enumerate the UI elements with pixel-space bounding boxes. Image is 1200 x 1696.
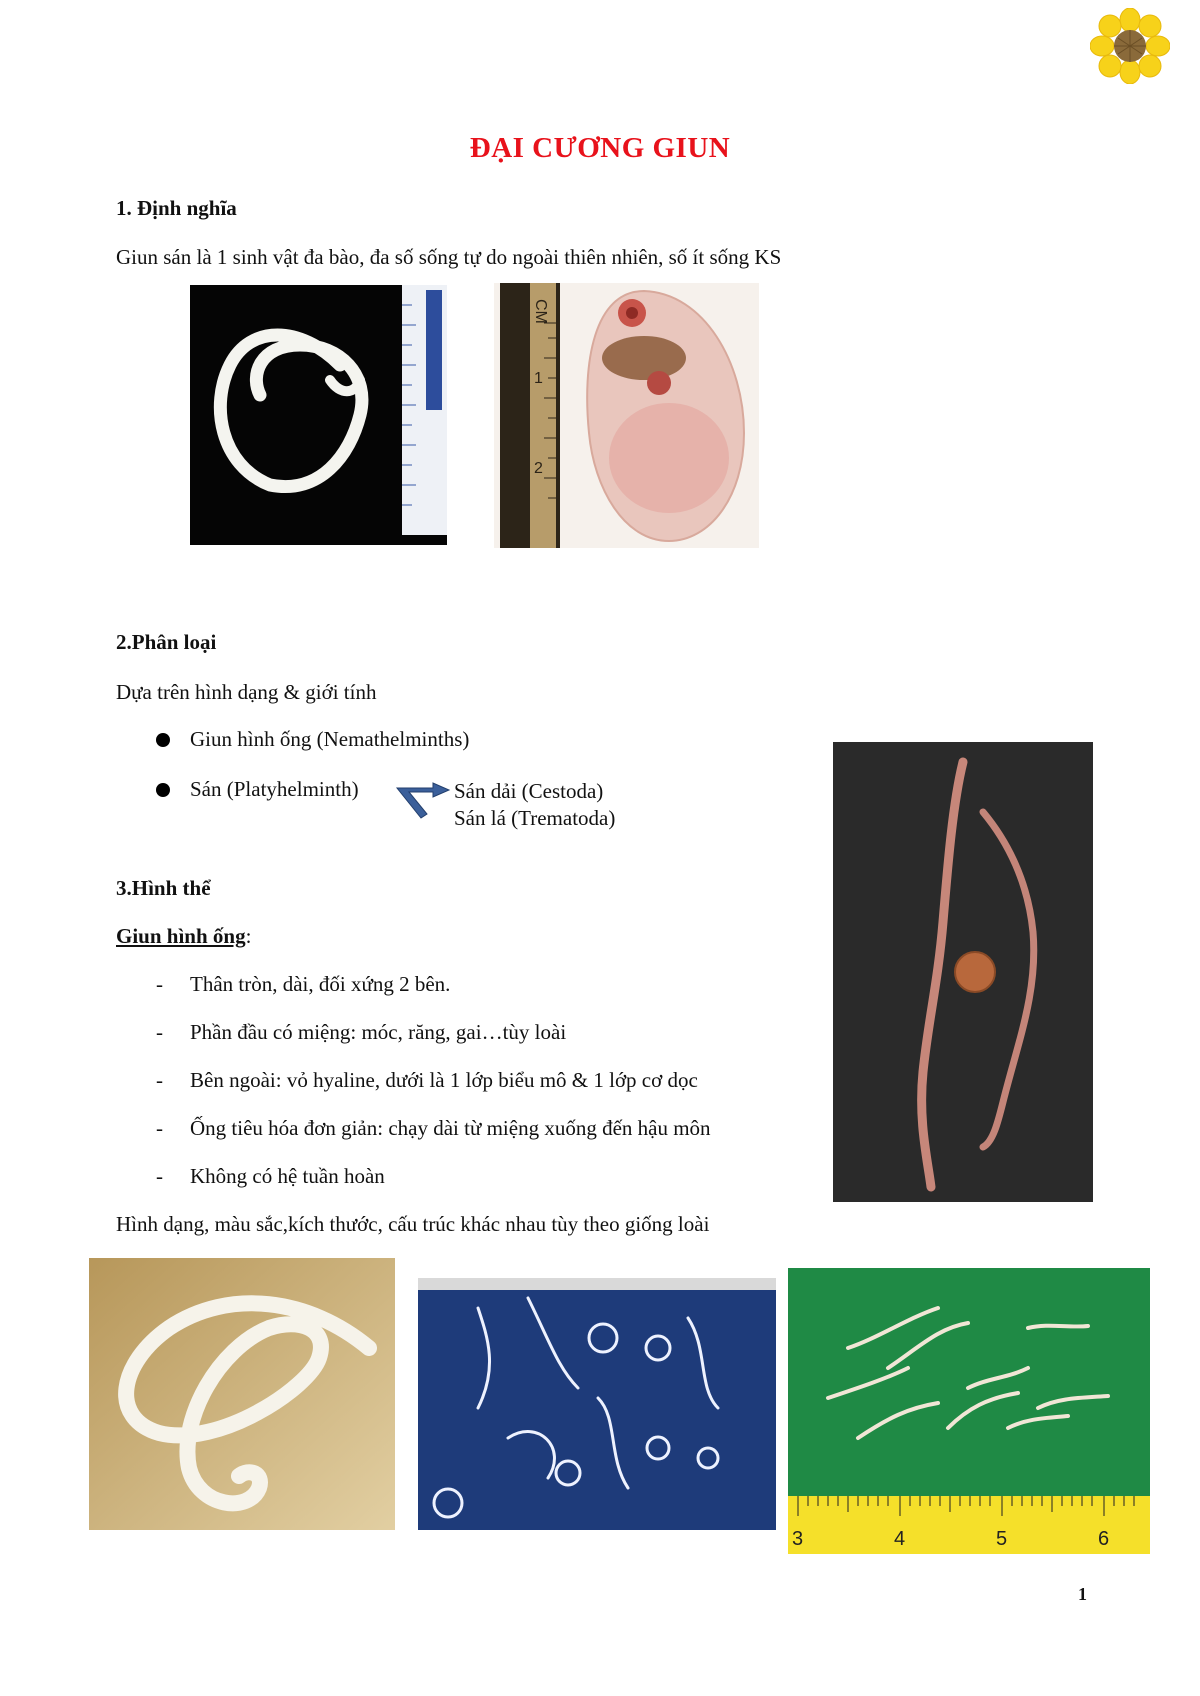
list-dash: -	[156, 972, 163, 996]
section-3-closing: Hình dạng, màu sắc,kích thước, cấu trúc khác nhau tùy theo giống loài	[116, 1212, 710, 1236]
nematode-subheading: Giun hình ống	[116, 924, 246, 948]
curved-arrow-icon	[393, 780, 455, 822]
list-item: Ống tiêu hóa đơn giản: chạy dài từ miệng xuống đến hậu môn	[190, 1116, 711, 1140]
section-2-heading: 2.Phân loại	[116, 630, 217, 654]
list-dash: -	[156, 1020, 163, 1044]
sunflower-icon	[1090, 8, 1170, 84]
bullet-dot	[156, 783, 170, 797]
white-worm-photo	[89, 1258, 395, 1530]
section-1-heading: 1. Định nghĩa	[116, 196, 237, 220]
list-dash: -	[156, 1068, 163, 1092]
ruler-label-4: 4	[894, 1528, 906, 1550]
classification-cestoda: Sán dải (Cestoda)	[454, 779, 604, 803]
section-1-text: Giun sán là 1 sinh vật đa bào, đa số sống tự do ngoài thiên nhiên, số ít sống KS	[116, 245, 782, 269]
page-title: ĐẠI CƯƠNG GIUN	[469, 132, 731, 164]
page-number: 1	[1078, 1584, 1087, 1604]
roundworm-photo	[190, 285, 447, 545]
list-item: Không có hệ tuần hoàn	[190, 1164, 385, 1188]
list-item: Thân tròn, dài, đối xứng 2 bên.	[190, 972, 451, 996]
section-3-subheading	[116, 924, 251, 949]
fluke-photo	[494, 283, 759, 548]
list-item: Bên ngoài: vỏ hyaline, dưới là 1 lớp biểu mô & 1 lớp cơ dọc	[190, 1068, 698, 1092]
ruler-label-5: 5	[996, 1528, 1008, 1550]
fluke-ruler-label-2: 2	[534, 460, 543, 477]
fluke-ruler-label-1: 1	[534, 370, 543, 387]
list-item: Phần đầu có miệng: móc, răng, gai…tùy loài	[190, 1020, 567, 1044]
section-3-heading: 3.Hình thể	[116, 876, 211, 900]
bullet-dot	[156, 733, 170, 747]
classification-nematodes: Giun hình ống (Nemathelminths)	[190, 727, 470, 751]
worms-with-coin-photo	[833, 742, 1093, 1202]
classification-platyhelminth: Sán (Platyhelminth)	[190, 777, 359, 801]
classification-trematoda: Sán lá (Trematoda)	[454, 806, 616, 830]
ruler-label-3: 3	[792, 1528, 804, 1550]
list-dash: -	[156, 1164, 163, 1188]
section-2-intro: Dựa trên hình dạng & giới tính	[116, 680, 377, 704]
list-dash: -	[156, 1116, 163, 1140]
ruler-label-6: 6	[1098, 1528, 1110, 1550]
subheading-colon: :	[245, 924, 252, 948]
pinworms-blue-photo	[418, 1278, 776, 1530]
fluke-ruler-label-cm: CM	[532, 299, 549, 324]
worms-green-ruler-photo	[788, 1268, 1150, 1554]
